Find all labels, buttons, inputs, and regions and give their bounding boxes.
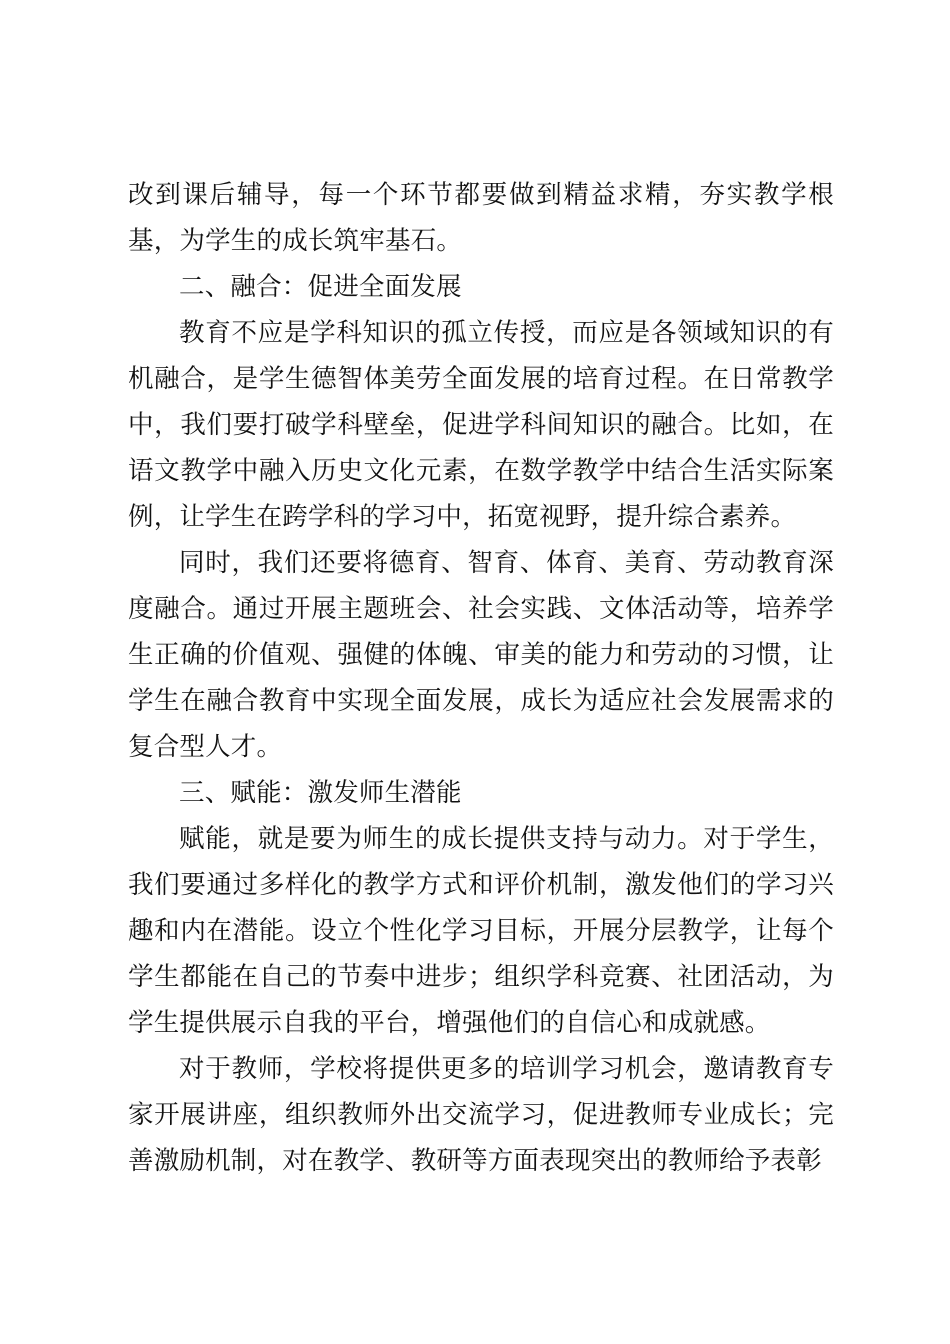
document-body [128,172,834,1184]
paragraph-empowerment-teachers: 对于教师，学校将提供更多的培训学习机会，邀请教育专家开展讲座，组织教师外出交流学习，促进教师专业成长；完善激励机制，对在教学、教研等方面表现突出的教师给予表彰 [128,1054,834,1176]
paragraph-continuation: 改到课后辅导，每一个环节都要做到精益求精，夯实教学根基，为学生的成长筑牢基石。 [128,180,834,256]
section-heading-empowerment: 三、赋能：激发师生潜能 [179,778,462,808]
paragraph-integration-1: 教育不应是学科知识的孤立传授，而应是各领域知识的有机融合，是学生德智体美劳全面发展的培育过程。在日常教学中，我们要打破学科壁垒，促进学科间知识的融合。比如，在语文教学中融入历史文化元素，在数学教学中结合生活实际案例，让学生在跨学科的学习中，拓宽视野，提升综合素养。 [128,318,834,532]
section-heading-integration: 二、融合：促进全面发展 [179,272,462,302]
paragraph-empowerment-students: 赋能，就是要为师生的成长提供支持与动力。对于学生，我们要通过多样化的教学方式和评价机制，激发他们的学习兴趣和内在潜能。设立个性化学习目标，开展分层教学，让每个学生都能在自己的节奏中进步；组织学科竞赛、社团活动，为学生提供展示自我的平台，增强他们的自信心和成就感。 [128,824,834,1038]
paragraph-integration-2: 同时，我们还要将德育、智育、体育、美育、劳动教育深度融合。通过开展主题班会、社会实践、文体活动等，培养学生正确的价值观、强健的体魄、审美的能力和劳动的习惯，让学生在融合教育中实现全面发展，成长为适应社会发展需求的复合型人才。 [128,548,834,762]
